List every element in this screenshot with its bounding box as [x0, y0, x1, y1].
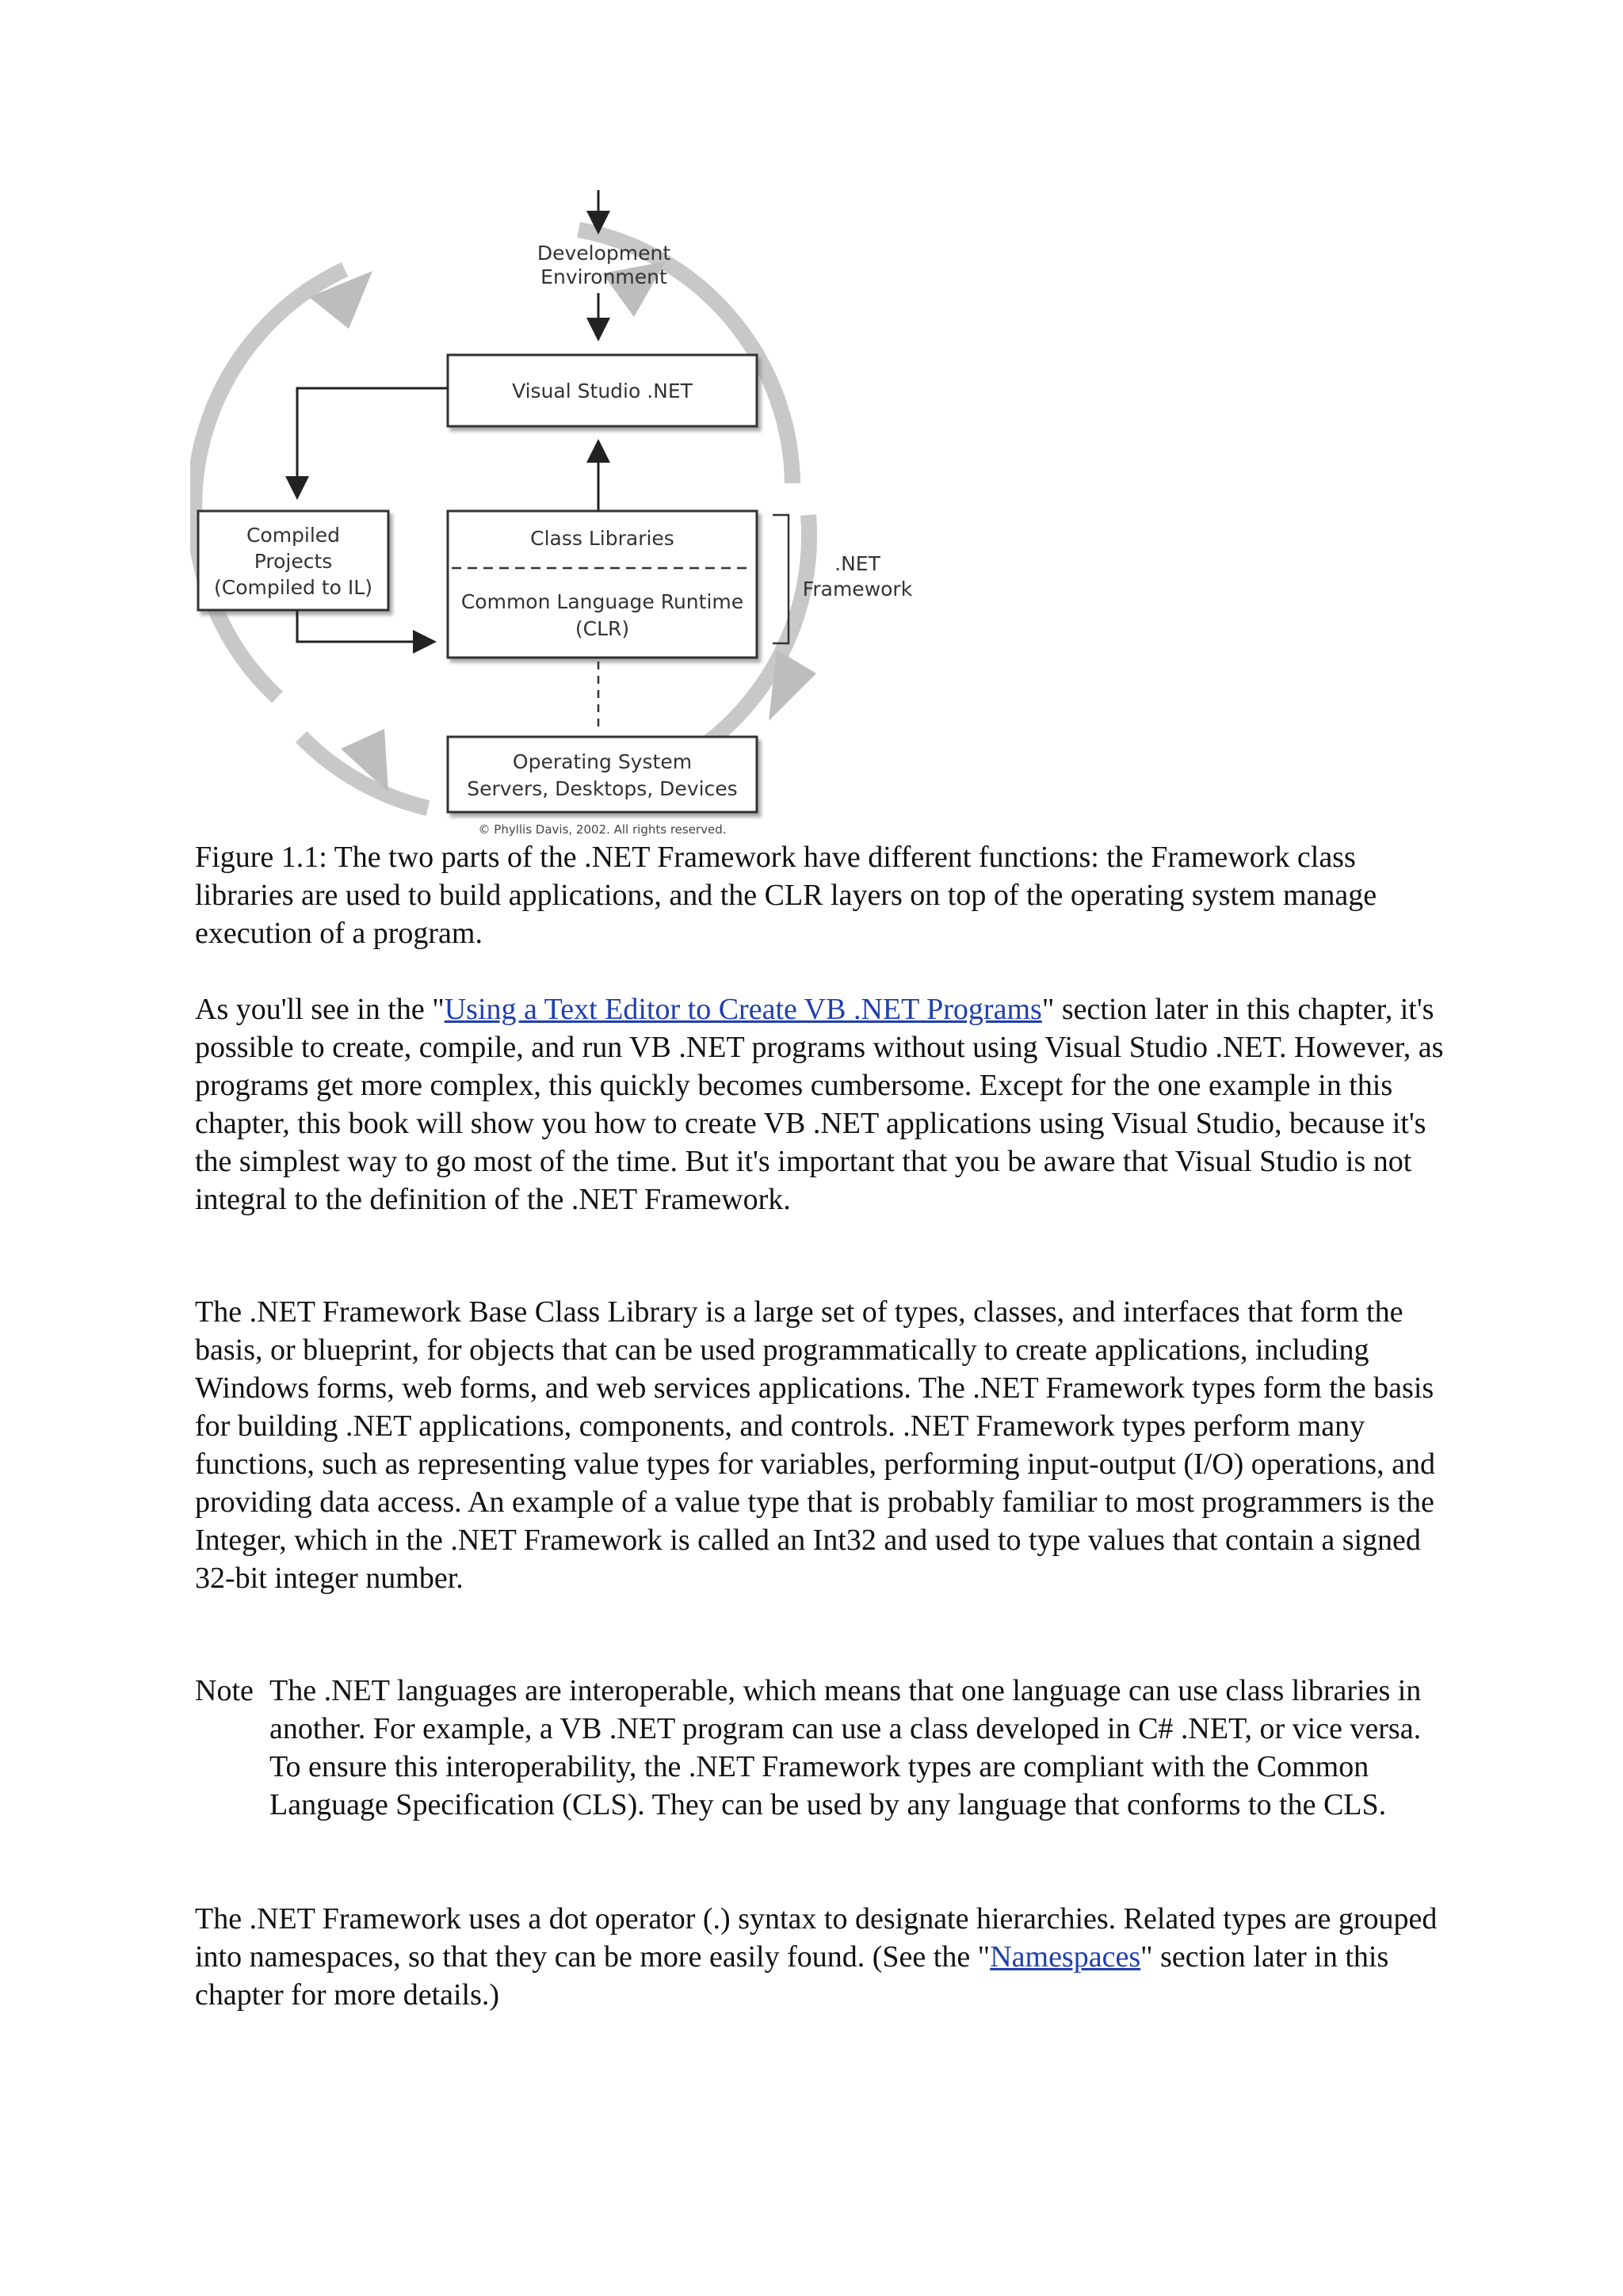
diagram-svg [190, 182, 935, 840]
os-label-2: Servers, Desktops, Devices [467, 777, 738, 800]
link-text-editor-section[interactable]: Using a Text Editor to Create VB .NET Programs [444, 993, 1042, 1026]
copyright-label: © Phyllis Davis, 2002. All rights reserved. [478, 822, 727, 837]
p1-after: " section later in this chapter, it's possible to create, compile, and run VB .NET programs without using Visual Studio .NET. However, as programs get more complex, this quickly becomes cumbersome. Except for the one example in this chapter, this book will show you how to create VB .NET applications using Visual Studio, because it's the simplest way to go most of the time. But it's important that you be aware that Visual Studio is not integral to the definition of the .NET Framework. [195, 993, 1444, 1216]
compiled-label-2: Projects [254, 550, 333, 573]
os-label-1: Operating System [512, 750, 693, 773]
figure-caption: Figure 1.1: The two parts of the .NET Framework have different functions: the Framework class libraries are used to build applications, and the CLR layers on top of the operating system manage execution of a program. [195, 841, 1377, 950]
note-text: The .NET languages are interoperable, which means that one language can use class libraries in another. For example, a VB .NET program can use a class developed in C# .NET, or vice versa. To ensure this interoperability, the .NET Framework types are compliant with the Common Language Specification (CLS). They can be used by any language that conforms to the CLS. [269, 1674, 1422, 1821]
visual-studio-label: Visual Studio .NET [512, 379, 693, 402]
compiled-label-1: Compiled [246, 524, 341, 547]
note-label: Note [195, 1674, 254, 1707]
clr-label-2: (CLR) [575, 617, 630, 640]
paragraph-dot-operator [195, 1900, 1447, 2014]
note-block [195, 1672, 1463, 1824]
p3-after: " section later in this chapter for more details.) [195, 1940, 1389, 2012]
p1-before: As you'll see in the " [195, 993, 445, 1026]
net-label-1: .NET [834, 552, 880, 575]
compiled-label-3: (Compiled to IL) [214, 576, 372, 599]
dev-env-label-1: Development [537, 242, 671, 265]
paragraph-base-class-library: The .NET Framework Base Class Library is a large set of types, classes, and interfaces that form the basis, or blueprint, for objects that can be used programmatically to create applications, including Windows forms, web forms, and web services applications. The .NET Framework types form the basis for building .NET applications, components, and controls. .NET Framework types perform many functions, such as representing value types for variables, performing input-output (I/O) operations, and providing data access. An example of a value type that is probably familiar to most programmers is the Integer, which in the .NET Framework is called an Int32 and used to type values that contain a signed 32-bit integer number. [195, 1295, 1435, 1595]
p3-before: The .NET Framework uses a dot operator (.) syntax to designate hierarchies. Related types are grouped into namespaces, so that they can be more easily found. (See the " [195, 1902, 1438, 1974]
compiled-to-clr-arrow [297, 610, 432, 642]
class-libraries-label: Class Libraries [530, 527, 674, 550]
net-label-2: Framework [802, 578, 913, 601]
vs-to-compiled-arrow [297, 388, 448, 495]
operating-system-box [448, 737, 757, 812]
paragraph-text-editor [195, 990, 1447, 1219]
dev-env-label-2: Environment [540, 265, 667, 288]
net-framework-diagram [190, 182, 935, 840]
link-namespaces-section[interactable]: Namespaces [990, 1940, 1141, 1974]
clr-label-1: Common Language Runtime [460, 590, 744, 613]
